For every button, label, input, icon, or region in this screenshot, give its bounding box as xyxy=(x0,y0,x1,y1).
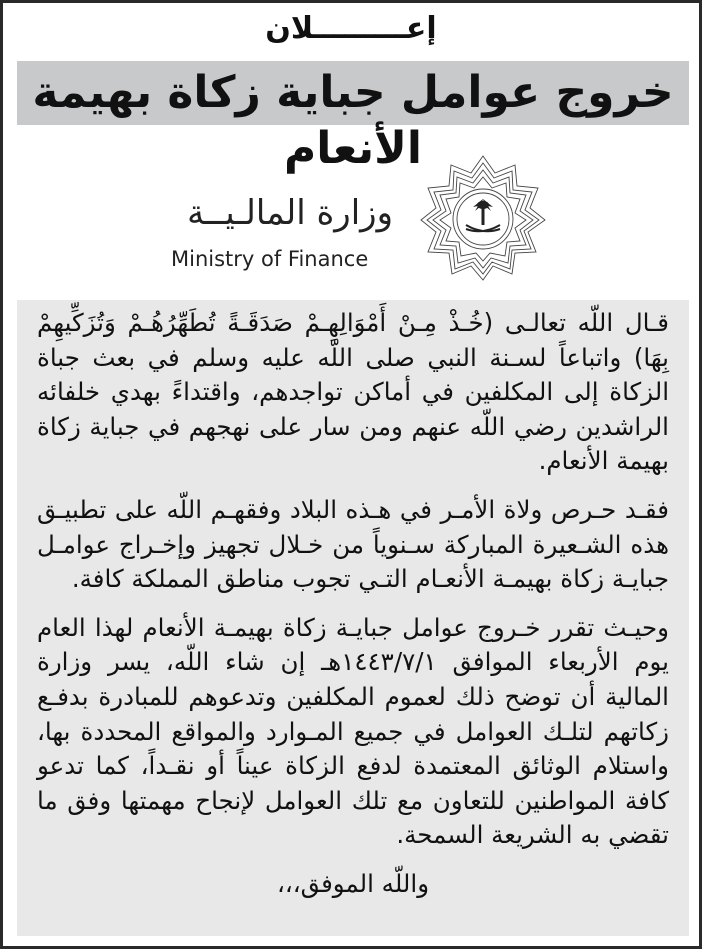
body-band xyxy=(17,300,689,936)
emblem-icon xyxy=(418,153,548,283)
paragraph-1: قـال اللّه تعالـى (خُـذْ مِـنْ أَمْوَالِهِـمْ صَدَقَـةً تُطَهِّرُهُـمْ وَتُزَكِّيهِمْ بِهَا) واتباعاً لسـنة النبي صلى اللّه عليه وسلم في بعث جباة الزكاة إلى المكلفين في أماكن تواجدهم، واقتداءً بهدي خلفائه الراشدين رضي اللّه عنهم ومن سار على نهجهم في جباية زكاة بهيمة الأنعام. xyxy=(37,308,669,476)
announcement-kicker: إعـــــــــلان xyxy=(265,11,437,46)
paragraph-2: فقـد حـرص ولاة الأمـر في هـذه البلاد وفقهـم اللّه على تطبيـق هذه الشـعيرة المباركة سـنوياً من خـلال تجهيز وإخـراج عوامـل جبايـة زكاة بهيمـة الأنعـام التـي تجوب مناطق المملكة كافة. xyxy=(37,494,669,594)
announcement-body xyxy=(37,306,669,902)
ministry-logo xyxy=(163,153,523,283)
headline: خروج عوامل جباية زكاة بهيمة الأنعام xyxy=(32,67,674,174)
closing-line: واللّه الموفق،،، xyxy=(276,868,430,898)
logo-english-name: Ministry of Finance xyxy=(171,247,369,271)
paragraph-3: وحيـث تقرر خـروج عوامل جبايـة زكاة بهيمـة الأنعام لهذا العام يوم الأربعاء الموافق ١٤٤٣/٧/١هـ إن شاء اللّه، يسر وزارة المالية أن توضح ذلك لعموم المكلفين وتدعوهم للمبادرة بدفـع زكاتهم لتلـك العوامل في جميع المـوارد والمواقع المحددة بها، واستلام الوثائق المعتمدة لدفع الزكاة عيناً أو نقـداً، كما تدعو كافة المواطنين للتعاون مع تلك العوامل لإنجاح مهمتها وفق ما تقضي به الشريعة السمحة. xyxy=(37,612,669,850)
logo-arabic-name: وزارة المالـيــة xyxy=(187,193,393,233)
headline-band xyxy=(17,61,689,174)
